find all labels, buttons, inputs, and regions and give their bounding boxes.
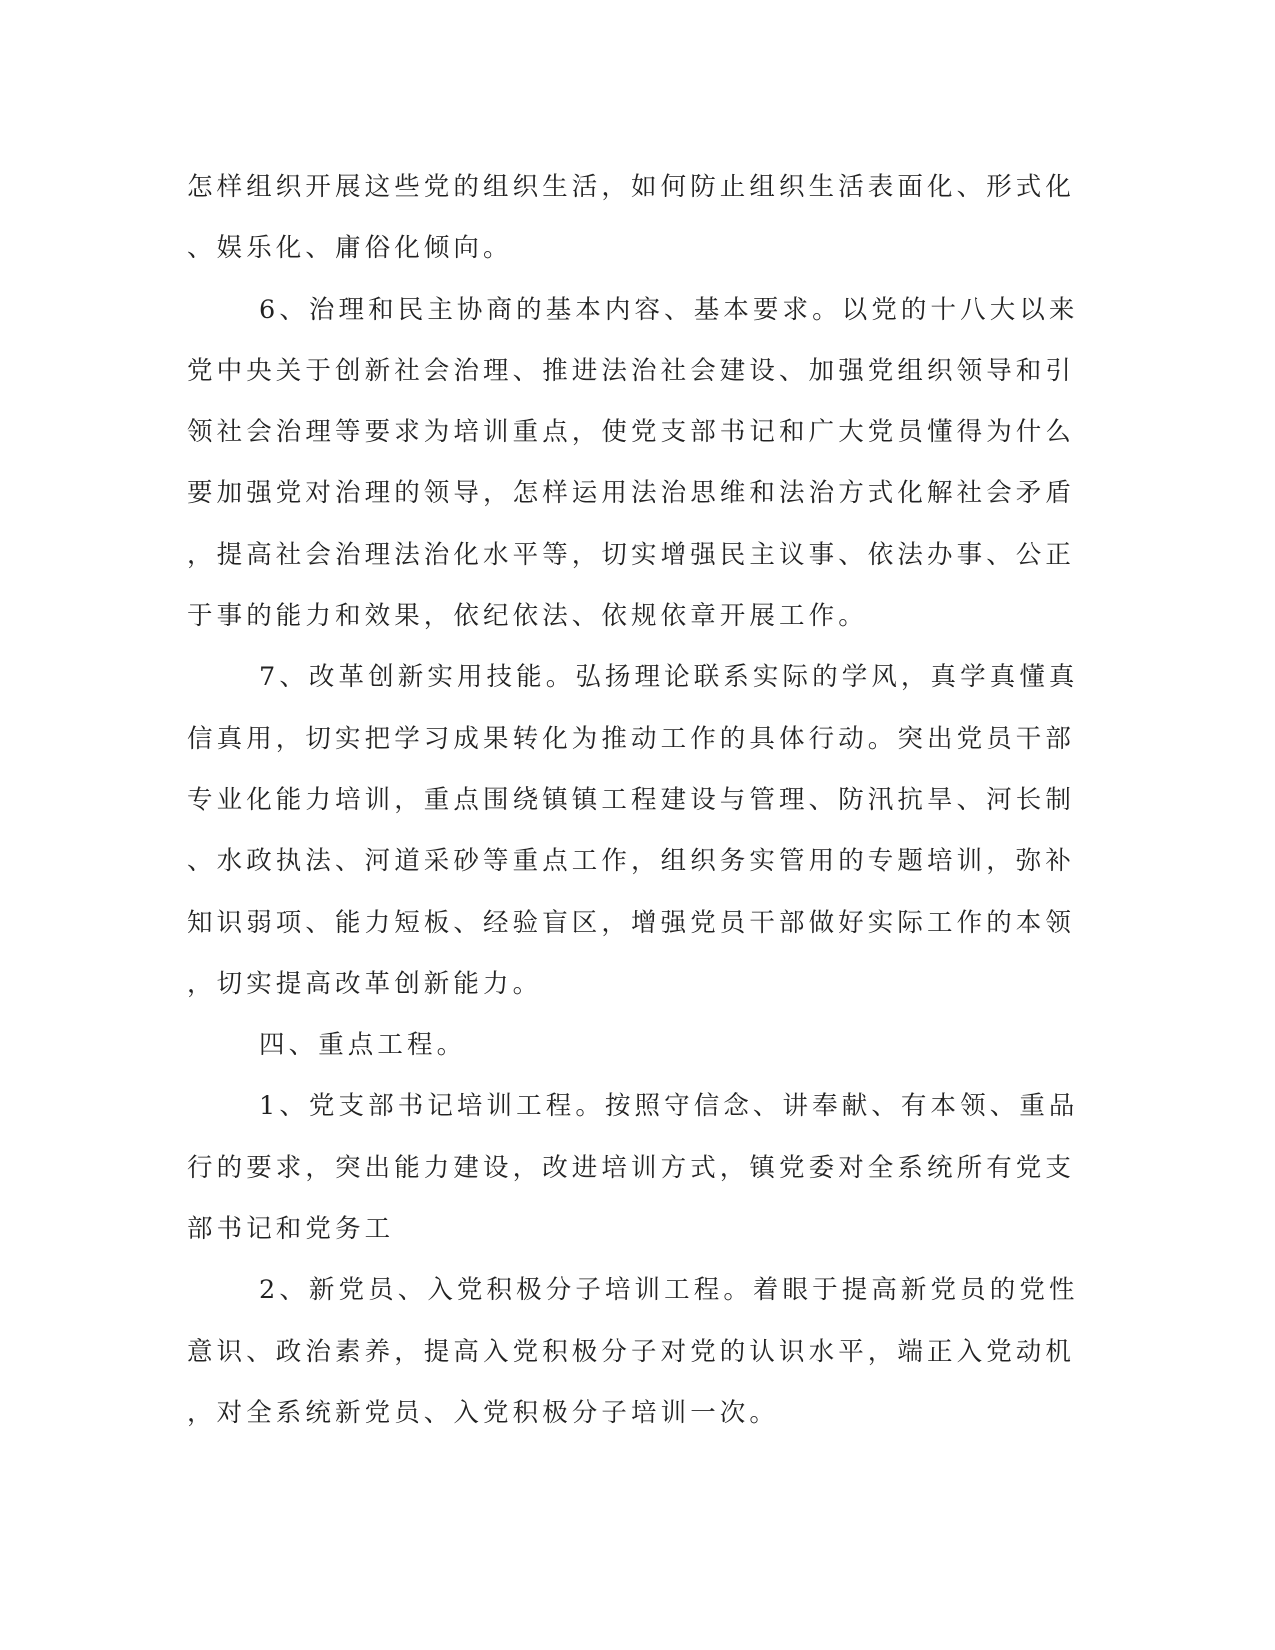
paragraph-start-line: 1、党支部书记培训工程。按照守信念、讲奉献、有本领、重品 bbox=[259, 1091, 1079, 1122]
paragraph-start-line: 6、治理和民主协商的基本内容、基本要求。以党的十八大以来 bbox=[259, 294, 1079, 325]
text-line: 部书记和党务工 bbox=[187, 1214, 395, 1245]
text-line: ，提高社会治理法治化水平等，切实增强民主议事、依法办事、公正 bbox=[187, 539, 1076, 570]
text-line: ，对全系统新党员、入党积极分子培训一次。 bbox=[187, 1397, 780, 1428]
text-line: 党中央关于创新社会治理、推进法治社会建设、加强党组织领导和引 bbox=[187, 355, 1076, 386]
text-line: 知识弱项、能力短板、经验盲区，增强党员干部做好实际工作的本领 bbox=[187, 907, 1076, 938]
document-body bbox=[187, 157, 1079, 1444]
text-line: ，切实提高改革创新能力。 bbox=[187, 968, 543, 999]
text-line: 于事的能力和效果，依纪依法、依规依章开展工作。 bbox=[187, 601, 868, 632]
text-line: 意识、政治素养，提高入党积极分子对党的认识水平，端正入党动机 bbox=[187, 1336, 1076, 1367]
text-line: 行的要求，突出能力建设，改进培训方式，镇党委对全系统所有党支 bbox=[187, 1152, 1076, 1183]
text-line: 信真用，切实把学习成果转化为推动工作的具体行动。突出党员干部 bbox=[187, 723, 1076, 754]
paragraph-start-line: 2、新党员、入党积极分子培训工程。着眼于提高新党员的党性 bbox=[259, 1275, 1079, 1306]
text-line: 要加强党对治理的领导，怎样运用法治思维和法治方式化解社会矛盾 bbox=[187, 478, 1076, 509]
text-line: 领社会治理等要求为培训重点，使党支部书记和广大党员懂得为什么 bbox=[187, 417, 1076, 448]
text-line: 专业化能力培训，重点围绕镇镇工程建设与管理、防汛抗旱、河长制 bbox=[187, 784, 1076, 815]
text-line: 、水政执法、河道采砂等重点工作，组织务实管用的专题培训，弥补 bbox=[187, 846, 1076, 877]
text-line: 怎样组织开展这些党的组织生活，如何防止组织生活表面化、形式化 bbox=[187, 172, 1076, 202]
paragraph-start-line: 7、改革创新实用技能。弘扬理论联系实际的学风，真学真懂真 bbox=[259, 662, 1079, 693]
section-heading: 四、重点工程。 bbox=[259, 1030, 467, 1061]
text-line: 、娱乐化、庸俗化倾向。 bbox=[187, 233, 513, 264]
